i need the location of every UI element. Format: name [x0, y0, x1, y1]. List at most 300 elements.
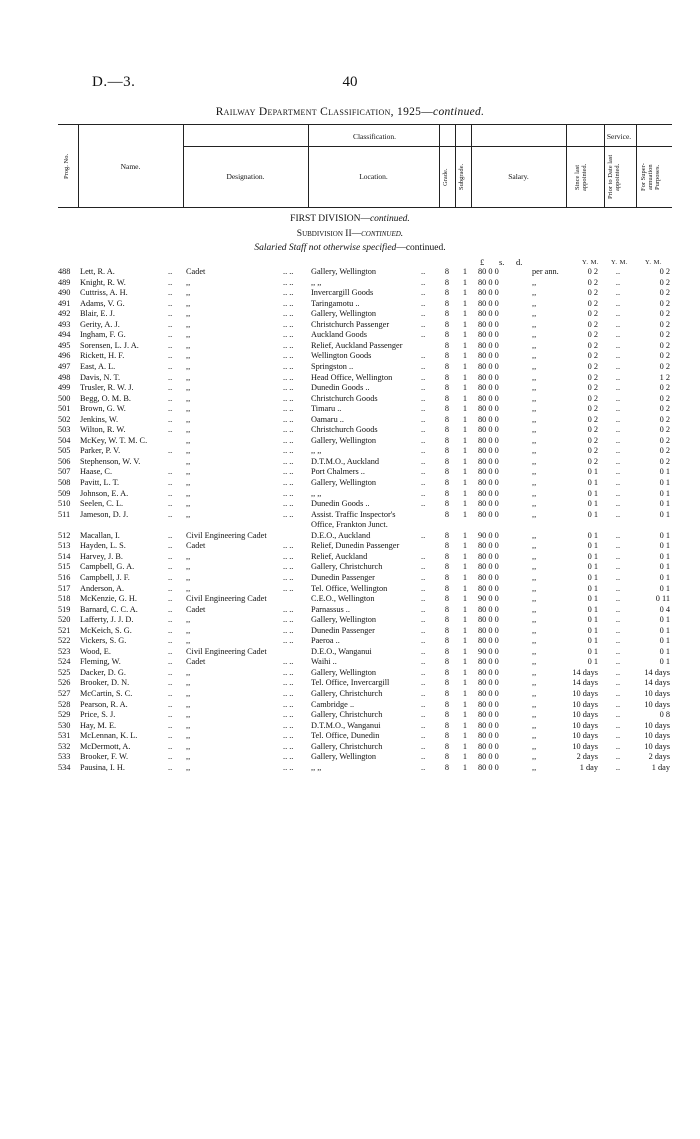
salary-period: ,,	[532, 562, 537, 572]
leader-dots: .. ..	[283, 425, 294, 435]
salary-period: ,,	[532, 361, 537, 371]
service-prior: ..	[615, 625, 621, 635]
service-since-last: 0 2	[587, 277, 598, 287]
salary: 80 0 0	[478, 361, 499, 371]
salary-period: ,,	[532, 383, 537, 393]
service-since-last: 2 days	[576, 752, 598, 762]
service-superannuation: 10 days	[644, 720, 670, 730]
prog-no: 533	[58, 752, 71, 762]
prog-no: 520	[58, 615, 71, 625]
salary-period: ,,	[532, 594, 537, 604]
grade: 8	[444, 689, 450, 698]
subdivision-heading	[0, 229, 700, 239]
leader-dots: ..	[168, 404, 173, 414]
designation: ,,	[186, 393, 191, 403]
leader-dots: .. ..	[283, 636, 294, 646]
designation: ,,	[186, 488, 191, 498]
salary-period: ,,	[532, 509, 537, 519]
leader-dots: ..	[421, 615, 426, 625]
location: Waihi ..	[311, 657, 337, 667]
salary-period: ,,	[532, 499, 537, 509]
prog-no: 513	[58, 541, 71, 551]
subgrade: 1	[462, 351, 468, 361]
service-since-last: 0 1	[587, 583, 598, 593]
service-prior: ..	[615, 699, 621, 709]
service-prior: ..	[615, 541, 621, 551]
service-prior: ..	[615, 277, 621, 287]
service-superannuation: 0 2	[659, 404, 670, 414]
designation: ,,	[186, 720, 191, 730]
salary: 80 0 0	[478, 604, 499, 614]
leader-dots: ..	[168, 710, 173, 720]
service-since-last: 0 2	[587, 446, 598, 456]
service-since-last: 0 1	[587, 604, 598, 614]
service-since-last: 0 2	[587, 425, 598, 435]
salary-period: per ann.	[532, 267, 559, 276]
location: D.T.M.O., Auckland	[311, 456, 380, 466]
staff-name: Sorensen, L. J. A.	[80, 340, 139, 350]
table-row	[0, 309, 700, 319]
salary: 80 0 0	[478, 435, 499, 445]
grade: 8	[444, 414, 450, 424]
location: Gallery, Christchurch	[311, 562, 383, 572]
leader-dots: ..	[421, 583, 426, 593]
grade: 8	[444, 594, 450, 604]
service-since-last: 0 1	[587, 572, 598, 582]
salary-period: ,,	[532, 636, 537, 646]
service-since-last: 10 days	[572, 710, 598, 720]
staff-name: Lett, R. A.	[80, 267, 115, 276]
service-prior: ..	[615, 741, 621, 751]
table-row	[0, 594, 700, 604]
service-prior: ..	[615, 351, 621, 361]
table-row	[0, 478, 700, 488]
service-prior: ..	[615, 551, 621, 561]
prog-no: 534	[58, 762, 71, 772]
service-superannuation: 0 1	[659, 615, 670, 625]
prog-no: 529	[58, 710, 71, 720]
service-prior: ..	[615, 393, 621, 403]
staff-name: McKeich, S. G.	[80, 625, 132, 635]
prog-no: 509	[58, 488, 71, 498]
leader-dots: ..	[421, 467, 426, 477]
service-since-last: 0 1	[587, 625, 598, 635]
staff-name: Johnson, E. A.	[80, 488, 129, 498]
leader-dots: .. ..	[283, 625, 294, 635]
leader-dots: ..	[168, 319, 173, 329]
grade: 8	[444, 393, 450, 403]
staff-name: Rickett, H. F.	[80, 351, 125, 361]
prior-to-header: Prior to Date last appointed.	[607, 154, 621, 200]
location: Cambridge ..	[311, 699, 355, 709]
salary: 80 0 0	[478, 562, 499, 572]
unit-ym-prior: Y. M.	[611, 259, 629, 266]
table-row	[0, 541, 700, 551]
grade: 8	[444, 425, 450, 435]
salary: 80 0 0	[478, 372, 499, 382]
location: Tel. Office, Invercargill	[311, 678, 390, 688]
service-superannuation: 0 4	[659, 604, 670, 614]
for-super-header: For Super-annuation Purposes.	[640, 163, 661, 191]
designation: ,,	[186, 277, 191, 287]
service-prior: ..	[615, 267, 621, 276]
service-superannuation: 0 2	[659, 456, 670, 466]
salary-period: ,,	[532, 699, 537, 709]
staff-name: Vickers, S. G.	[80, 636, 127, 646]
subgrade: 1	[462, 551, 468, 561]
designation: Cadet	[186, 267, 206, 276]
grade: 8	[444, 446, 450, 456]
service-since-last: 0 1	[587, 646, 598, 656]
service-superannuation: 0 1	[659, 488, 670, 498]
leader-dots: .. ..	[283, 572, 294, 582]
leader-dots: ..	[168, 604, 173, 614]
service-superannuation: 0 1	[659, 541, 670, 551]
service-superannuation: 0 1	[659, 478, 670, 487]
service-superannuation: 0 2	[659, 298, 670, 308]
salary: 80 0 0	[478, 319, 499, 329]
staff-name: McDermott, A.	[80, 741, 131, 751]
leader-dots: ..	[168, 393, 173, 403]
designation: Civil Engineering Cadet	[186, 594, 267, 604]
service-since-last: 0 2	[587, 456, 598, 466]
grade: 8	[444, 478, 450, 487]
subgrade: 1	[462, 667, 468, 677]
prog-no: 527	[58, 689, 71, 698]
designation: ,,	[186, 372, 191, 382]
subgrade: 1	[462, 488, 468, 498]
table-row	[0, 562, 700, 572]
service-superannuation: 0 2	[659, 309, 670, 319]
service-superannuation: 1 2	[659, 372, 670, 382]
salary-period: ,,	[532, 288, 537, 298]
service-superannuation: 0 2	[659, 361, 670, 371]
leader-dots: ..	[168, 615, 173, 625]
designation: ,,	[186, 741, 191, 751]
service-superannuation: 2 days	[648, 752, 670, 762]
service-superannuation: 0 2	[659, 277, 670, 287]
salary: 80 0 0	[478, 572, 499, 582]
location: ,, ,,	[311, 488, 322, 498]
leader-dots: ..	[168, 530, 173, 540]
leader-dots: ..	[421, 414, 426, 424]
salary: 80 0 0	[478, 710, 499, 720]
service-prior: ..	[615, 404, 621, 414]
designation: ,,	[186, 288, 191, 298]
salary-period: ,,	[532, 488, 537, 498]
leader-dots: .. ..	[283, 446, 294, 456]
grade: 8	[444, 551, 450, 561]
grade: 8	[444, 667, 450, 677]
leader-dots: ..	[421, 372, 426, 382]
service-superannuation: 0 1	[659, 646, 670, 656]
designation: ,,	[186, 583, 191, 593]
grade: 8	[444, 383, 450, 393]
staff-name: Pavitt, L. T.	[80, 478, 120, 487]
location: Invercargill Goods	[311, 288, 374, 298]
designation: ,,	[186, 425, 191, 435]
subgrade: 1	[462, 372, 468, 382]
staff-continued: —continued.	[396, 243, 446, 253]
salary: 80 0 0	[478, 731, 499, 741]
leader-dots: ..	[421, 678, 426, 688]
location: Christchurch Passenger	[311, 319, 390, 329]
location: Christchurch Goods	[311, 393, 378, 403]
location: ,, ,,	[311, 277, 322, 287]
leader-dots: .. ..	[283, 762, 294, 772]
location: Relief, Auckland	[311, 551, 368, 561]
leader-dots: ..	[168, 741, 173, 751]
salary-period: ,,	[532, 393, 537, 403]
leader-dots: .. ..	[283, 667, 294, 677]
service-superannuation: 0 2	[659, 446, 670, 456]
salary-period: ,,	[532, 530, 537, 540]
salary: 80 0 0	[478, 509, 499, 519]
leader-dots: .. ..	[283, 467, 294, 477]
table-row	[0, 520, 700, 530]
service-superannuation: 0 2	[659, 435, 670, 445]
service-prior: ..	[615, 530, 621, 540]
leader-dots: ..	[421, 551, 426, 561]
designation: ,,	[186, 625, 191, 635]
designation: ,,	[186, 351, 191, 361]
grade: 8	[444, 361, 450, 371]
leader-dots: .. ..	[283, 414, 294, 424]
service-superannuation: 0 2	[659, 393, 670, 403]
salary: 80 0 0	[478, 657, 499, 667]
designation: Cadet	[186, 657, 206, 667]
leader-dots: ..	[168, 657, 173, 667]
table-row	[0, 373, 700, 383]
leader-dots: .. ..	[283, 488, 294, 498]
subgrade: 1	[462, 467, 468, 477]
leader-dots: ..	[421, 689, 426, 698]
salary: 90 0 0	[478, 530, 499, 540]
page-title: Railway Department Classification, 1925—continued.	[215, 106, 485, 118]
staff-name: Brooker, D. N.	[80, 678, 130, 688]
salary-period: ,,	[532, 551, 537, 561]
grade: 8	[444, 277, 450, 287]
grade: 8	[444, 404, 450, 414]
leader-dots: ..	[421, 530, 426, 540]
service-superannuation: 0 2	[659, 340, 670, 350]
location: Gallery, Christchurch	[311, 689, 383, 698]
staff-name: Fleming, W.	[80, 657, 121, 667]
service-since-last: 0 1	[587, 499, 598, 509]
service-since-last: 10 days	[572, 741, 598, 751]
designation-header: Designation.	[226, 172, 265, 181]
service-since-last: 0 1	[587, 478, 598, 487]
leader-dots: .. ..	[283, 319, 294, 329]
leader-dots: ..	[168, 267, 173, 276]
subgrade: 1	[462, 309, 468, 319]
designation: ,,	[186, 551, 191, 561]
prog-no: 515	[58, 562, 71, 572]
service-prior: ..	[615, 646, 621, 656]
table-row	[0, 330, 700, 340]
leader-dots: .. ..	[283, 383, 294, 393]
subgrade: 1	[462, 646, 468, 656]
grade: 8	[444, 762, 450, 772]
service-prior: ..	[615, 309, 621, 319]
designation: ,,	[186, 562, 191, 572]
prog-no: 519	[58, 604, 71, 614]
service-superannuation: 14 days	[644, 678, 670, 688]
service-header: Service.	[606, 132, 632, 141]
leader-dots: ..	[168, 298, 173, 308]
location: Oamaru ..	[311, 414, 344, 424]
staff-name: Davis, N. T.	[80, 372, 121, 382]
salary-period: ,,	[532, 340, 537, 350]
subgrade: 1	[462, 741, 468, 751]
salary: 80 0 0	[478, 752, 499, 762]
location: Dunedin Passenger	[311, 625, 375, 635]
service-since-last: 0 1	[587, 541, 598, 551]
prog-no: 521	[58, 625, 71, 635]
leader-dots: ..	[421, 435, 426, 445]
leader-dots: ..	[421, 572, 426, 582]
subgrade: 1	[462, 330, 468, 340]
table-row	[0, 425, 700, 435]
leader-dots: ..	[421, 446, 426, 456]
staff-name: Blair, E. J.	[80, 309, 115, 319]
location: Dunedin Goods ..	[311, 499, 370, 509]
designation: ,,	[186, 340, 191, 350]
location: ,, ,,	[311, 762, 322, 772]
salary-period: ,,	[532, 446, 537, 456]
leader-dots: ..	[168, 667, 173, 677]
since-last-header: Since last appointed.	[574, 163, 588, 191]
service-since-last: 0 2	[587, 372, 598, 382]
leader-dots: ..	[421, 330, 426, 340]
table-row	[0, 351, 700, 361]
leader-dots: ..	[421, 425, 426, 435]
service-superannuation: 0 1	[659, 657, 670, 667]
leader-dots: ..	[421, 752, 426, 762]
service-since-last: 0 1	[587, 562, 598, 572]
location: Springston ..	[311, 361, 354, 371]
service-superannuation: 0 1	[659, 509, 670, 519]
subgrade-header: Subgrade.	[458, 163, 465, 191]
prog-no: 499	[58, 383, 71, 393]
subgrade: 1	[462, 267, 468, 276]
service-superannuation: 0 2	[659, 319, 670, 329]
prog-no: 489	[58, 277, 71, 287]
prog-no: 500	[58, 393, 71, 403]
salary-period: ,,	[532, 414, 537, 424]
table-row	[0, 404, 700, 414]
subgrade: 1	[462, 509, 468, 519]
service-since-last: 0 1	[587, 615, 598, 625]
subgrade: 1	[462, 636, 468, 646]
leader-dots: ..	[168, 720, 173, 730]
salary-period: ,,	[532, 572, 537, 582]
leader-dots: .. ..	[283, 615, 294, 625]
service-since-last: 0 2	[587, 309, 598, 319]
grade: 8	[444, 731, 450, 741]
leader-dots: ..	[168, 541, 173, 551]
table-row	[0, 341, 700, 351]
leader-dots: .. ..	[283, 710, 294, 720]
classification-header: Classification.	[352, 132, 397, 141]
service-prior: ..	[615, 583, 621, 593]
designation: Cadet	[186, 604, 206, 614]
salary-period: ,,	[532, 741, 537, 751]
subgrade: 1	[462, 604, 468, 614]
designation: ,,	[186, 667, 191, 677]
prog-no: 518	[58, 594, 71, 604]
salary-period: ,,	[532, 351, 537, 361]
document-reference: D.—3.	[92, 74, 136, 90]
designation: ,,	[186, 478, 191, 487]
staff-name: Wood, E.	[80, 646, 111, 656]
designation: ,,	[186, 435, 191, 445]
leader-dots: ..	[168, 446, 173, 456]
service-prior: ..	[615, 298, 621, 308]
service-superannuation: 0 1	[659, 530, 670, 540]
subgrade: 1	[462, 478, 468, 487]
designation: ,,	[186, 752, 191, 762]
location: Paeroa ..	[311, 636, 340, 646]
leader-dots: ..	[168, 330, 173, 340]
subgrade: 1	[462, 393, 468, 403]
grade: 8	[444, 435, 450, 445]
leader-dots: .. ..	[283, 298, 294, 308]
service-prior: ..	[615, 604, 621, 614]
grade: 8	[444, 562, 450, 572]
location: D.T.M.O., Wanganui	[311, 720, 381, 730]
salary-period: ,,	[532, 667, 537, 677]
staff-name: Stephenson, W. V.	[80, 456, 141, 466]
service-since-last: 0 2	[587, 361, 598, 371]
prog-no: 506	[58, 456, 71, 466]
prog-no: 512	[58, 530, 71, 540]
designation: ,,	[186, 615, 191, 625]
division-label: FIRST DIVISION—	[290, 214, 370, 224]
table-row	[0, 731, 700, 741]
staff-name: Pearson, R. A.	[80, 699, 128, 709]
salary: 80 0 0	[478, 383, 499, 393]
location: Auckland Goods	[311, 330, 367, 340]
grade: 8	[444, 572, 450, 582]
subgrade: 1	[462, 594, 468, 604]
leader-dots: .. ..	[283, 330, 294, 340]
subgrade: 1	[462, 720, 468, 730]
table-row	[0, 499, 700, 509]
prog-no: 505	[58, 446, 71, 456]
service-prior: ..	[615, 340, 621, 350]
salary-period: ,,	[532, 583, 537, 593]
staff-name: Lafferty, J. J. D.	[80, 615, 134, 625]
designation: ,,	[186, 509, 191, 519]
salary-period: ,,	[532, 752, 537, 762]
division-continued: continued.	[369, 214, 410, 224]
salary: 80 0 0	[478, 414, 499, 424]
table-row	[0, 320, 700, 330]
designation: ,,	[186, 467, 191, 477]
salary: 80 0 0	[478, 393, 499, 403]
leader-dots: ..	[168, 594, 173, 604]
subgrade: 1	[462, 425, 468, 435]
service-prior: ..	[615, 383, 621, 393]
leader-dots: ..	[421, 731, 426, 741]
location: Timaru ..	[311, 404, 342, 414]
location: Wellington Goods	[311, 351, 372, 361]
designation: ,,	[186, 572, 191, 582]
subgrade: 1	[462, 361, 468, 371]
salary-period: ,,	[532, 541, 537, 551]
service-prior: ..	[615, 572, 621, 582]
